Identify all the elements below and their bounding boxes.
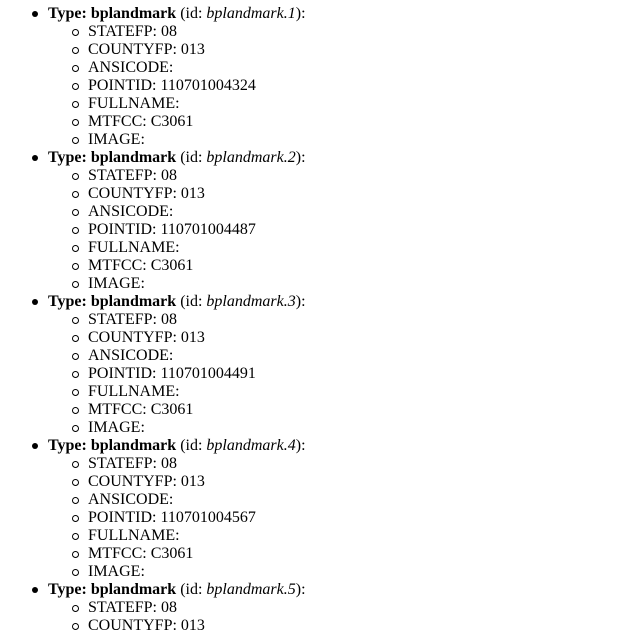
property-item [48,131,621,149]
feature-id: bplandmark.1 [206,5,296,22]
property-key: ANSICODE: [88,491,174,508]
type-value: bplandmark [90,581,177,598]
feature-id: bplandmark.2 [206,149,296,166]
property-key: STATEFP: [88,23,157,40]
property-item [48,185,621,203]
type-value: bplandmark [90,149,177,166]
property-item [48,545,621,563]
property-key: MTFCC: [88,113,147,130]
property-item [48,275,621,293]
property-item [48,617,621,635]
property-item [48,419,621,437]
id-prefix: (id: [180,437,207,454]
property-item [48,563,621,581]
property-key: FULLNAME: [88,527,180,544]
property-item [48,23,621,41]
property-item [48,347,621,365]
type-label: Type: [48,293,87,310]
property-key: STATEFP: [88,455,157,472]
property-value: 110701004491 [160,365,256,382]
property-item [48,329,621,347]
feature-item [0,293,621,437]
property-key: FULLNAME: [88,239,180,256]
property-key: POINTID: [88,221,157,238]
property-key: POINTID: [88,77,157,94]
property-key: IMAGE: [88,419,145,436]
id-prefix: (id: [180,581,207,598]
property-item [48,203,621,221]
property-item [48,221,621,239]
property-key: STATEFP: [88,311,157,328]
property-value: C3061 [150,401,194,418]
property-item [48,365,621,383]
feature-id: bplandmark.3 [206,293,296,310]
feature-item [0,437,621,581]
feature-list [0,5,621,635]
type-value: bplandmark [90,5,177,22]
type-label: Type: [48,581,87,598]
property-value: 08 [160,167,177,184]
property-value: C3061 [150,113,194,130]
type-value: bplandmark [90,437,177,454]
property-value: 08 [160,311,177,328]
property-item [48,257,621,275]
property-item [48,599,621,617]
id-suffix: ): [295,293,306,310]
property-key: ANSICODE: [88,347,174,364]
property-value: 110701004324 [160,77,256,94]
property-key: IMAGE: [88,275,145,292]
feature-item [0,149,621,293]
property-key: COUNTYFP: [88,185,177,202]
id-suffix: ): [295,581,306,598]
property-item [48,473,621,491]
property-value: 013 [180,41,205,58]
id-suffix: ): [295,149,306,166]
property-value: 013 [180,185,205,202]
property-value: C3061 [150,545,194,562]
property-item [48,383,621,401]
property-value: 013 [180,473,205,490]
property-key: POINTID: [88,365,157,382]
property-key: MTFCC: [88,257,147,274]
property-key: IMAGE: [88,131,145,148]
id-prefix: (id: [180,293,207,310]
property-value: 110701004487 [160,221,256,238]
property-key: MTFCC: [88,545,147,562]
property-value: 013 [180,329,205,346]
property-item [48,455,621,473]
property-key: STATEFP: [88,167,157,184]
property-value: C3061 [150,257,194,274]
property-key: FULLNAME: [88,95,180,112]
property-item [48,491,621,509]
type-label: Type: [48,5,87,22]
id-prefix: (id: [180,149,207,166]
property-item [48,41,621,59]
property-item [48,77,621,95]
property-key: FULLNAME: [88,383,180,400]
property-value: 013 [180,617,205,634]
property-key: COUNTYFP: [88,329,177,346]
feature-item [0,5,621,149]
property-key: MTFCC: [88,401,147,418]
property-value: 08 [160,455,177,472]
property-key: STATEFP: [88,599,157,616]
property-key: COUNTYFP: [88,473,177,490]
property-key: ANSICODE: [88,59,174,76]
type-label: Type: [48,437,87,454]
property-list [48,23,621,149]
property-list [48,455,621,581]
property-list [48,167,621,293]
id-suffix: ): [295,5,306,22]
property-value: 08 [160,23,177,40]
property-key: ANSICODE: [88,203,174,220]
property-key: COUNTYFP: [88,41,177,58]
property-list [48,311,621,437]
property-item [48,509,621,527]
property-value: 110701004567 [160,509,256,526]
type-label: Type: [48,149,87,166]
type-value: bplandmark [90,293,177,310]
property-item [48,401,621,419]
property-item [48,239,621,257]
feature-id: bplandmark.5 [206,581,296,598]
property-key: COUNTYFP: [88,617,177,634]
property-item [48,113,621,131]
id-suffix: ): [295,437,306,454]
feature-id: bplandmark.4 [206,437,296,454]
id-prefix: (id: [180,5,207,22]
property-key: POINTID: [88,509,157,526]
property-item [48,95,621,113]
property-item [48,527,621,545]
feature-item [0,581,621,635]
property-item [48,59,621,77]
property-value: 08 [160,599,177,616]
property-key: IMAGE: [88,563,145,580]
property-item [48,311,621,329]
property-item [48,167,621,185]
